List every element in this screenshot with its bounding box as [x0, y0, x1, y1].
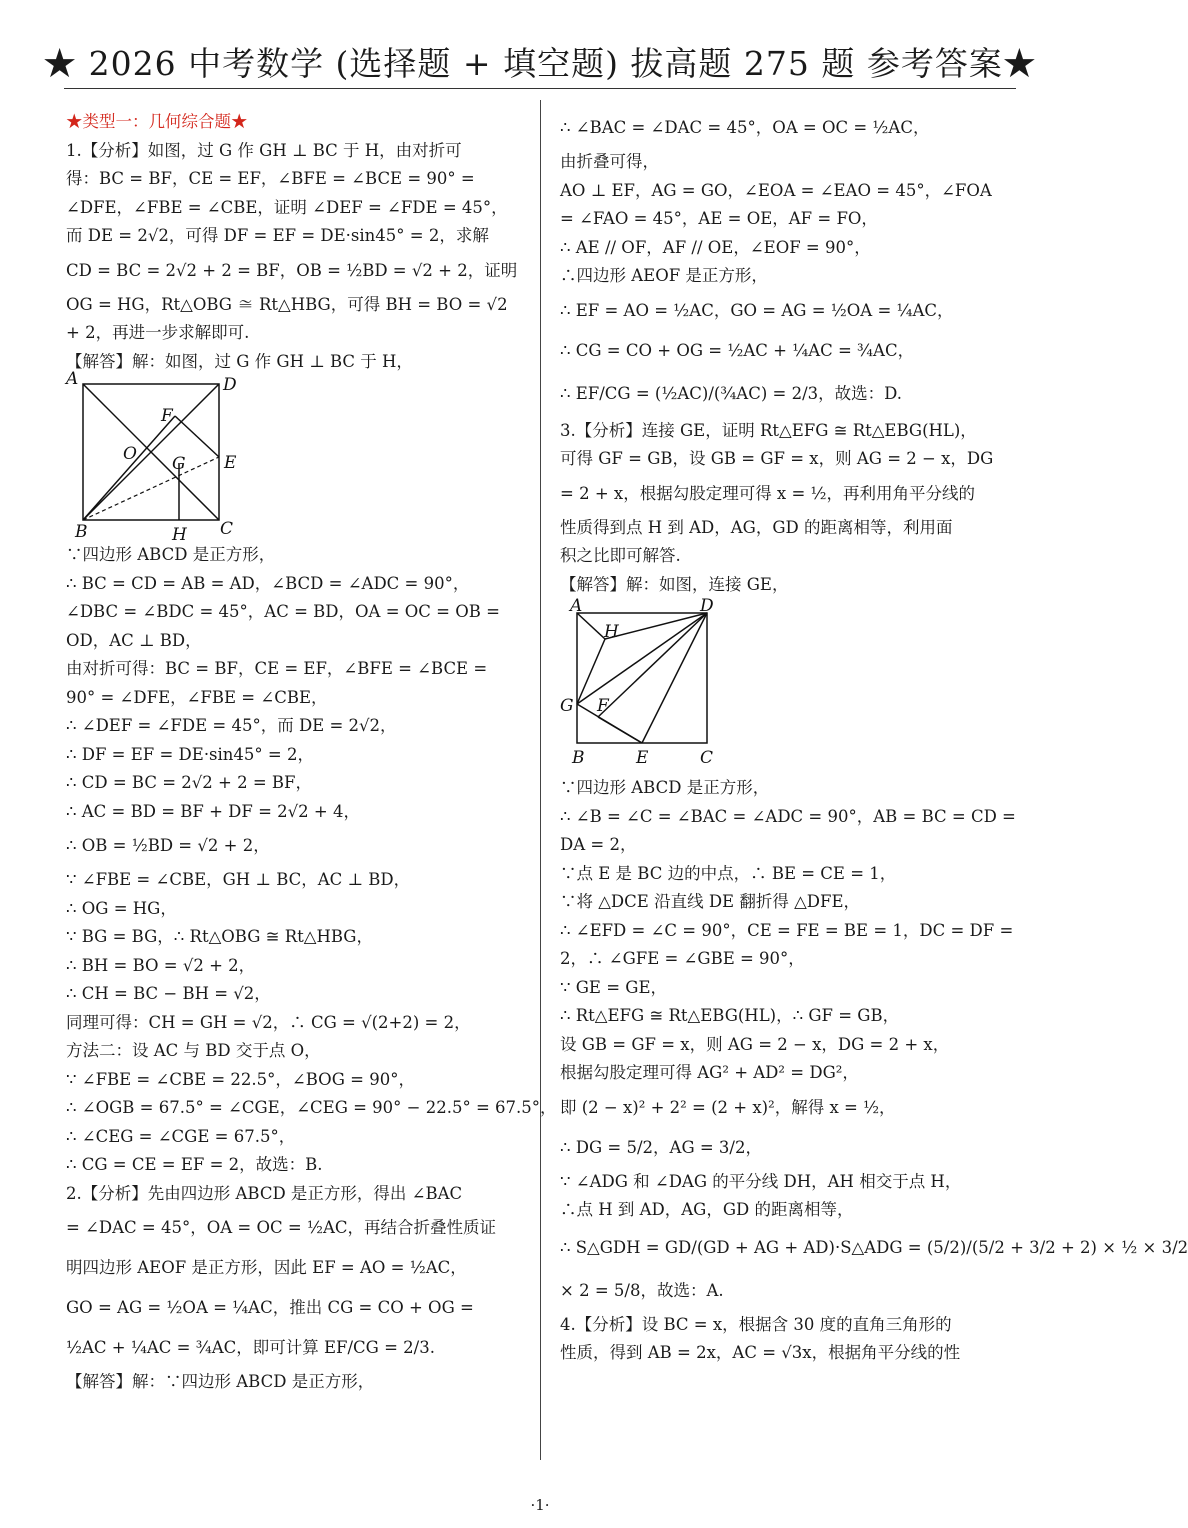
column-divider	[540, 100, 541, 1460]
text-line: ∵四边形 ABCD 是正方形，	[66, 545, 276, 564]
text-line: ∴ AE // OF，AF // OE，∠EOF = 90°，	[560, 237, 871, 257]
label-g-2: G	[560, 696, 574, 716]
text-line: 可得 GF = GB，设 GB = GF = x，则 AG = 2 − x，DG	[560, 449, 994, 468]
text-line: ∵四边形 ABCD 是正方形，	[560, 778, 770, 797]
text-line: 而 DE = 2√2，可得 DF = EF = DE·sin45° = 2，求解	[66, 226, 489, 245]
text-line: DA = 2，	[560, 835, 637, 854]
text-line: ∴ CG = CO + OG = ½AC + ¼AC = ¾AC，	[560, 340, 915, 360]
left-text-block-2	[66, 541, 557, 1397]
text-line: 由对折可得：BC = BF，CE = EF，∠BFE = ∠BCE =	[66, 659, 488, 678]
text-line: OG = HG，Rt△OBG ≅ Rt△HBG，可得 BH = BO = √2	[66, 294, 508, 314]
text-line: ∴ OG = HG，	[66, 898, 177, 918]
segment-fe	[175, 416, 219, 457]
text-line: ∴ EF/CG = (½AC)/(¾AC) = 2/3，故选：D.	[560, 383, 903, 403]
label-c: C	[220, 519, 234, 539]
text-line: 性质得到点 H 到 AD，AG，GD 的距离相等，利用面	[560, 517, 953, 537]
text-line: ∵ ∠FBE = ∠CBE，GH ⊥ BC，AC ⊥ BD，	[66, 870, 411, 889]
text-line: 根据勾股定理可得 AG² + AD² = DG²，	[560, 1063, 859, 1082]
text-line: ½AC + ¼AC = ¾AC，即可计算 EF/CG = 2/3.	[66, 1338, 435, 1357]
text-line: × 2 = 5/8，故选：A.	[560, 1280, 724, 1300]
label-e-2: E	[636, 748, 649, 768]
text-line: 明四边形 AEOF 是正方形，因此 EF = AO = ½AC，	[66, 1258, 467, 1277]
label-d-2: D	[700, 596, 714, 616]
text-line: ∴ CH = BC − BH = √2，	[66, 984, 271, 1003]
label-o: O	[123, 444, 137, 464]
text-line: 3.【分析】连接 GE，证明 Rt△EFG ≅ Rt△EBG(HL)，	[560, 420, 977, 440]
text-line: 【解答】解：如图，连接 GE，	[560, 574, 789, 594]
text-line: ∠DFE，∠FBE = ∠CBE，证明 ∠DEF = ∠FDE = 45°，	[66, 197, 508, 217]
text-line: ∵ ∠FBE = ∠CBE = 22.5°，∠BOG = 90°，	[66, 1069, 415, 1089]
text-line: 即 (2 − x)² + 2² = (2 + x)²，解得 x = ½，	[560, 1097, 896, 1117]
text-line: ★类型一：几何综合题★	[66, 112, 248, 131]
text-line: ∴ ∠DEF = ∠FDE = 45°，而 DE = 2√2，	[66, 716, 397, 735]
text-line: ∴ ∠CEG = ∠CGE = 67.5°，	[66, 1126, 296, 1146]
text-line: ∴ CG = CE = EF = 2，故选：B.	[66, 1155, 323, 1174]
label-g: G	[172, 454, 186, 474]
text-line: AO ⊥ EF，AG = GO，∠EOA = ∠EAO = 45°，∠FOA	[560, 180, 992, 200]
text-line: = ∠DAC = 45°，OA = OC = ½AC，再结合折叠性质证	[66, 1218, 496, 1237]
text-line: ∴四边形 AEOF 是正方形，	[560, 266, 768, 285]
text-line: CD = BC = 2√2 + 2 = BF，OB = ½BD = √2 + 2，证明	[66, 260, 518, 280]
text-line: = ∠FAO = 45°，AE = OE，AF = FO，	[560, 209, 878, 228]
text-line: 得：BC = BF，CE = EF，∠BFE = ∠BCE = 90° =	[66, 169, 475, 188]
label-a: A	[66, 369, 79, 389]
text-line: ∴ AC = BD = BF + DF = 2√2 + 4，	[66, 801, 360, 821]
text-line: ∵将 △DCE 沿直线 DE 翻折得 △DFE，	[560, 892, 860, 911]
text-line: ∴点 H 到 AD，AG，GD 的距离相等，	[560, 1200, 854, 1219]
text-line: 积之比即可解答.	[560, 546, 681, 565]
figure-square-2	[560, 596, 730, 774]
segment-fe-2	[598, 717, 642, 743]
label-b-2: B	[572, 748, 585, 768]
text-line: OD，AC ⊥ BD，	[66, 630, 202, 650]
text-line: 由折叠可得，	[560, 152, 659, 171]
text-line: ∴ S△GDH = GD/(GD + AG + AD)·S△ADG = (5/2)/(5/2 + 3/2 + 2) × ½ × 3/2	[560, 1237, 1188, 1257]
text-line: 方法二：设 AC 与 BD 交于点 O，	[66, 1041, 321, 1060]
text-line: ∴ Rt△EFG ≅ Rt△EBG(HL)，∴ GF = GB，	[560, 1006, 900, 1025]
label-f: F	[161, 406, 173, 426]
text-line: ∵ GE = GE，	[560, 977, 668, 997]
page-title: ★ 2026 中考数学 (选择题 + 填空题) 拔高题 275 题 参考答案★	[43, 44, 1037, 83]
text-line: ∴ BC = CD = AB = AD，∠BCD = ∠ADC = 90°，	[66, 573, 470, 593]
text-line: 2，∴ ∠GFE = ∠GBE = 90°，	[560, 949, 805, 968]
figure-square-1	[66, 369, 256, 545]
segment-hd	[605, 613, 707, 639]
segment-de	[642, 613, 707, 743]
segment-ah	[577, 613, 605, 639]
label-d: D	[223, 375, 237, 395]
text-line: ∴ ∠BAC = ∠DAC = 45°，OA = OC = ½AC，	[560, 118, 930, 137]
title-rule	[64, 88, 1016, 89]
text-line: 1.【分析】如图，过 G 作 GH ⊥ BC 于 H，由对折可	[66, 140, 462, 160]
right-column	[560, 108, 1188, 1368]
text-line: ∴ OB = ½BD = √2 + 2，	[66, 836, 270, 855]
right-text-block-2	[560, 774, 1188, 1368]
text-line: ∴ ∠OGB = 67.5° = ∠CGE，∠CEG = 90° − 22.5° = 67.5°，	[66, 1098, 557, 1117]
label-h-2: H	[604, 622, 619, 642]
text-line: + 2，再进一步求解即可.	[66, 323, 250, 342]
segment-bf	[83, 416, 175, 520]
label-a-2: A	[570, 596, 583, 616]
left-text-block-1	[66, 108, 526, 376]
label-c-2: C	[700, 748, 714, 768]
label-b: B	[75, 522, 88, 542]
text-line: ∴ ∠B = ∠C = ∠BAC = ∠ADC = 90°，AB = BC = CD =	[560, 806, 1016, 826]
text-line: ∵ ∠ADG 和 ∠DAG 的平分线 DH，AH 相交于点 H，	[560, 1171, 962, 1191]
label-e: E	[224, 453, 237, 473]
text-line: 4.【分析】设 BC = x，根据含 30 度的直角三角形的	[560, 1314, 952, 1334]
text-line: ∴ ∠EFD = ∠C = 90°，CE = FE = BE = 1，DC = DF =	[560, 920, 1014, 940]
text-line: ∴ BH = BO = √2 + 2，	[66, 955, 256, 975]
text-line: 【解答】解：∵四边形 ABCD 是正方形，	[66, 1372, 375, 1391]
text-line: ∵ BG = BG，∴ Rt△OBG ≅ Rt△HBG，	[66, 927, 373, 946]
text-line: = 2 + x，根据勾股定理可得 x = ½，再利用角平分线的	[560, 483, 976, 503]
text-line: 性质，得到 AB = 2x，AC = √3x，根据角平分线的性	[560, 1343, 961, 1362]
text-line: ∴ EF = AO = ½AC，GO = AG = ½OA = ¼AC，	[560, 300, 954, 320]
segment-be-dashed	[83, 457, 219, 520]
text-line: GO = AG = ½OA = ¼AC，推出 CG = CO + OG =	[66, 1298, 474, 1317]
text-line: 2.【分析】先由四边形 ABCD 是正方形，得出 ∠BAC	[66, 1183, 463, 1203]
text-line: ∴ CD = BC = 2√2 + 2 = BF，	[66, 773, 312, 792]
text-line: ∴ DG = 5/2，AG = 3/2，	[560, 1137, 762, 1157]
text-line: 同理可得：CH = GH = √2，∴ CG = √(2+2) = 2，	[66, 1012, 471, 1032]
left-column	[66, 108, 557, 1397]
right-text-block-1	[560, 108, 1012, 599]
text-line: ∵点 E 是 BC 边的中点，∴ BE = CE = 1，	[560, 863, 897, 883]
text-line: 90° = ∠DFE，∠FBE = ∠CBE，	[66, 687, 328, 707]
text-line: 设 GB = GF = x，则 AG = 2 − x，DG = 2 + x，	[560, 1034, 950, 1054]
text-line: ∠DBC = ∠BDC = 45°，AC = BD，OA = OC = OB =	[66, 602, 500, 621]
page-number: ·1·	[530, 1496, 550, 1514]
label-h: H	[172, 525, 187, 545]
label-f-2: F	[597, 696, 609, 716]
text-line: ∴ DF = EF = DE·sin45° = 2，	[66, 744, 314, 764]
text-line: 【解答】解：如图，过 G 作 GH ⊥ BC 于 H，	[66, 351, 413, 371]
